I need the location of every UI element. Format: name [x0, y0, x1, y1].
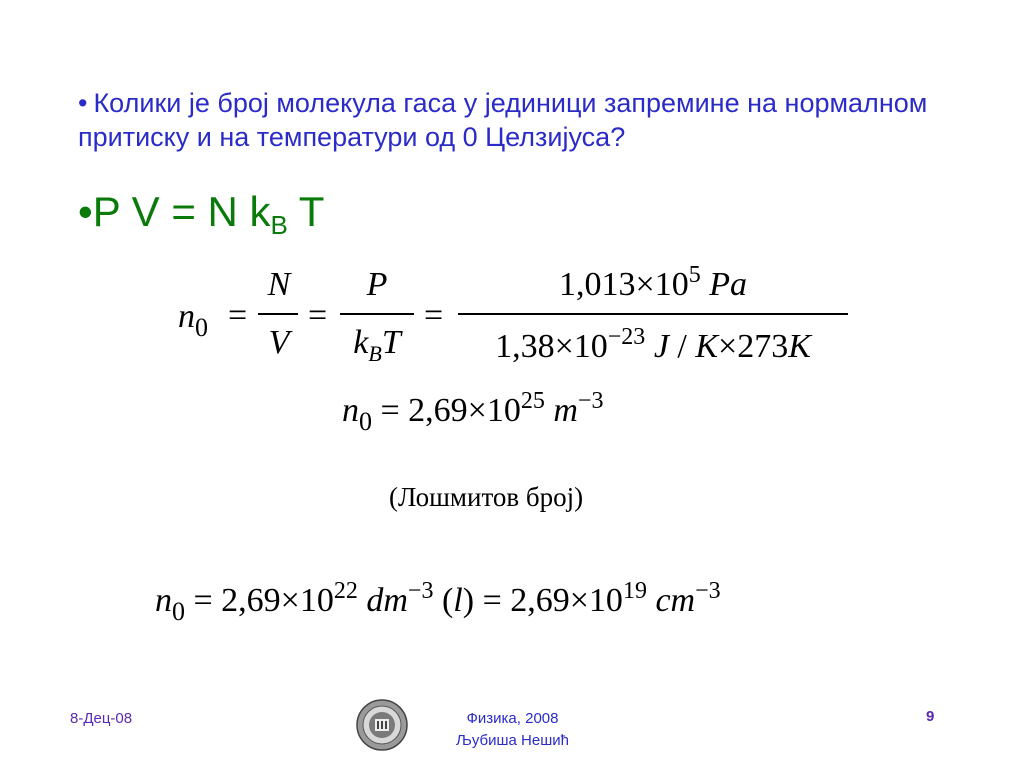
eq3-part2-unit-exp: −3 — [695, 578, 721, 604]
question-body: Колики је број молекула гаса у јединици запремине на нормалном притиску и на температури од 0 Целзијуса? — [78, 88, 928, 152]
eq3-part1-coef: = 2,69×10 — [193, 582, 334, 619]
footer-course: Физика, 2008 — [466, 710, 559, 727]
eq3-lhs-sub: 0 — [172, 597, 185, 626]
eq3-part2-exp: 19 — [622, 578, 647, 604]
eq1-f3-bar — [458, 313, 848, 315]
eq1-f1-num: N — [267, 266, 291, 303]
page-number: 9 — [926, 708, 935, 725]
eq1-lhs: $n_0$ — [178, 298, 208, 342]
eq1-equals-1: = — [228, 297, 248, 334]
eq2-lhs: n — [342, 392, 359, 429]
university-seal-icon — [356, 699, 408, 751]
eq2-unit: m — [553, 392, 578, 429]
eq1-f3-den: $1,38\times 10^{-23}$ J / K×273K — [495, 324, 811, 365]
eq1-f1-den: V — [268, 324, 290, 361]
eq1-f2-num: P — [366, 266, 388, 303]
eq1-f1-bar — [258, 313, 298, 315]
eq1-f2-den: $k_BT$ — [353, 324, 401, 366]
eq2-unit-exp: −3 — [577, 388, 604, 414]
eq3-part1-unit: dm — [366, 582, 408, 619]
eq3-paren-close: ) — [462, 582, 475, 619]
law-bullet: • — [78, 188, 93, 235]
eq3-paren-l: l — [453, 582, 463, 619]
eq3-part1-unit-exp: −3 — [407, 578, 434, 604]
eq3-lhs: n — [155, 582, 172, 619]
eq1-f3-num: $1,013\times 10^5$ Pa — [559, 262, 747, 303]
eq1-equals-3: = — [424, 297, 444, 334]
question-bullet: • — [78, 88, 88, 118]
law-tail: T — [287, 188, 325, 235]
eq1-equals-2: = — [308, 297, 328, 334]
equation-units — [155, 578, 721, 627]
eq3-part2-unit: cm — [655, 582, 696, 619]
equation-result — [342, 388, 603, 437]
eq3-paren-open: ( — [441, 582, 454, 619]
eq3-part2-coef: = 2,69×10 — [474, 582, 623, 619]
footer-date: 8-Дец-08 — [70, 710, 133, 727]
law-sub: B — [270, 210, 288, 240]
loschmidt-label: (Лошмитов број) — [389, 482, 584, 512]
eq1-f2-bar — [340, 313, 414, 315]
eq2-exp: 25 — [520, 388, 545, 414]
footer-author: Љубиша Нешић — [456, 732, 569, 749]
footer-course-author — [420, 708, 605, 752]
eq2-coef: = 2,69×10 — [380, 392, 521, 429]
eq2-lhs-sub: 0 — [359, 407, 372, 436]
law-main: P V = N k — [92, 188, 271, 235]
eq3-part1-exp: 22 — [333, 578, 358, 604]
